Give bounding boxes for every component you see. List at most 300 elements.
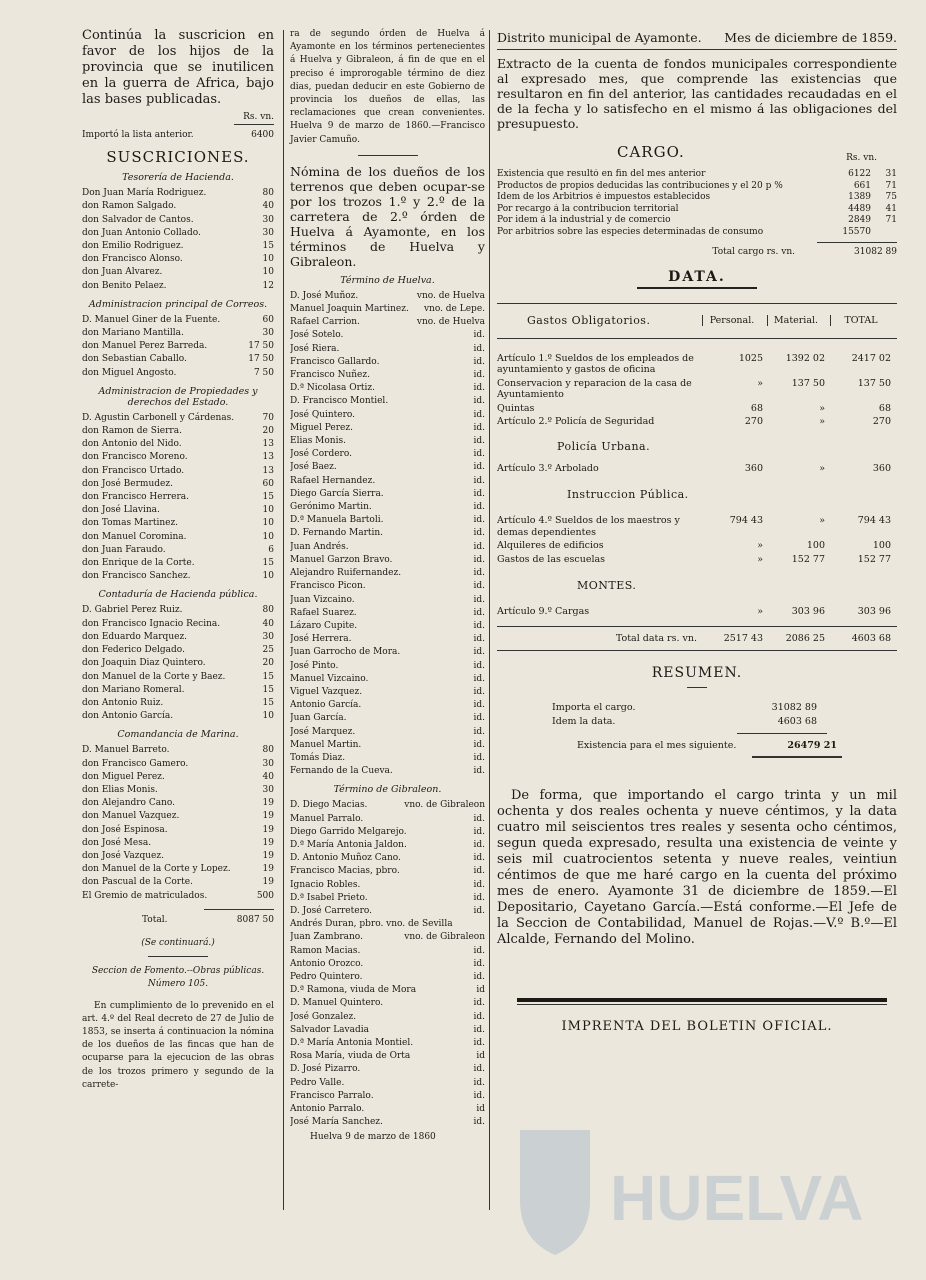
cargo-table <box>497 169 897 238</box>
data-row <box>497 378 897 401</box>
data-row <box>497 554 897 566</box>
row-value: id. <box>473 488 485 499</box>
owner-row <box>290 984 485 997</box>
data-row <box>497 416 897 428</box>
owner-row <box>290 488 485 501</box>
row-name: D. José Carretero. <box>290 905 372 916</box>
data-desc: Artículo 4.º Sueldos de los maestros y demas dependientes <box>497 515 680 538</box>
data-personal: 360 <box>744 462 763 474</box>
row-value: 80 <box>262 188 274 199</box>
subscriber-row <box>82 340 274 353</box>
row-value: id. <box>473 752 485 763</box>
cargo-desc: Por idem á la industrial y de comercio <box>497 215 671 225</box>
data-total: 100 <box>872 540 891 551</box>
owner-row <box>290 905 485 918</box>
subscriber-row <box>82 758 274 771</box>
owner-row <box>290 918 485 931</box>
subscriber-row <box>82 684 274 697</box>
data-desc: Artículo 9.º Cargas <box>497 606 590 617</box>
row-name: José Marquez. <box>290 726 356 737</box>
owner-row <box>290 554 485 567</box>
row-value: 40 <box>262 618 274 629</box>
row-value: 15 <box>262 558 274 569</box>
row-name: D. José Pizarro. <box>290 1064 361 1075</box>
data-desc: Quintas <box>497 402 535 414</box>
row-value: 19 <box>262 824 274 835</box>
fomento-text-cont: ra de segundo órden de Huelva á Ayamonte en los términos pertenecientes á Huelva y Gibraleon, á fin de que en el preciso é improrogable término de diez dias, puedan deducir en este Gobierno de provincia los dueños de ellas, las reclamaciones que crean convenientes. Huelva 9 de marzo de 1860.—Francisco Javier Camuño. <box>290 29 485 145</box>
row-name: don Manuel de la Corte y Lopez. <box>82 864 231 875</box>
subscriber-row <box>82 544 274 557</box>
cargo-amount: 661 <box>853 180 871 191</box>
row-name: D.ª Ramona, viuda de Mora <box>290 985 417 996</box>
row-value: id. <box>473 866 485 877</box>
owner-row <box>290 765 485 778</box>
imprenta-footer: IMPRENTA DEL BOLETIN OFICIAL. <box>561 1018 833 1034</box>
subscriber-row <box>82 240 274 253</box>
row-name: Juan García. <box>290 713 347 724</box>
row-name: D. Manuel Quintero. <box>290 998 384 1009</box>
closing-paragraph: De forma, que importando el cargo trinta y un mil ochenta y dos reales ochenta y nueve céntimos, y la data cuatro mil seiscientos tres reales y sesenta ocho céntimos, segun queda expresado, resulta una existencia de veinte y seis mil cuatrocientos setenta y nueve reales, veintiun céntimos de que me haré cargo en la cuenta del próximo mes de enero. Ayamonte 31 de diciembre de 1859.—El Depositario, Cayetano García.—Está conforme.—El Jefe de la Seccion de Contabilidad, Manuel de Rojas.—V.º B.º—El Alcalde, Fernando del Molino. <box>497 787 897 947</box>
row-value: 30 <box>262 328 274 339</box>
data-desc: Artículo 3.º Arbolado <box>497 462 599 474</box>
row-name: don José Bermudez. <box>82 478 173 489</box>
cargo-desc: Por arbitrios sobre las especies determinadas de consumo <box>497 226 764 237</box>
subscription-group-title: Administracion de Propiedades y derechos del Estado. <box>98 385 258 408</box>
row-name: don Benito Pelaez. <box>82 280 167 291</box>
column-nomina <box>290 28 485 1145</box>
subscriber-row <box>82 824 274 837</box>
data-material: 100 <box>806 540 825 551</box>
row-name: don Mariano Mantilla. <box>82 328 184 339</box>
subscription-group-title: Tesorería de Hacienda. <box>122 172 234 184</box>
row-value: id. <box>473 958 485 969</box>
data-rows-obligatorios <box>497 353 897 428</box>
cargo-amount: 15570 <box>842 226 871 237</box>
row-name: Francisco Gallardo. <box>290 356 380 367</box>
row-name: don Miguel Angosto. <box>82 367 177 378</box>
row-value: 10 <box>262 518 274 529</box>
row-value <box>481 918 485 931</box>
data-desc: Artículo 2.º Policía de Seguridad <box>497 416 655 427</box>
row-value: id. <box>473 766 485 777</box>
row-value: id. <box>473 839 485 850</box>
row-value: id. <box>473 554 485 565</box>
column-rule <box>283 30 284 1210</box>
row-name: D. Manuel Giner de la Fuente. <box>82 314 221 325</box>
row-name: don Juan Faraudo. <box>82 544 166 555</box>
subscriber-row <box>82 214 274 227</box>
owner-row <box>290 422 485 435</box>
data-personal: » <box>757 553 763 565</box>
row-value: id. <box>473 673 485 684</box>
row-value: id. <box>473 647 485 658</box>
row-value: 6 <box>268 544 274 555</box>
row-value: id. <box>473 409 485 420</box>
subscriber-row <box>82 744 274 757</box>
owner-row <box>290 726 485 739</box>
row-name: Andrés Duran, pbro. vno. de Sevilla <box>290 919 453 930</box>
distrito-header <box>497 30 897 50</box>
cargo-cents: 75 <box>885 192 897 202</box>
row-value: id. <box>473 370 485 381</box>
row-value: 80 <box>262 605 274 616</box>
row-name: don Eduardo Marquez. <box>82 631 188 642</box>
row-name: Tomás Diaz. <box>290 752 346 763</box>
subscriber-row <box>82 517 274 530</box>
row-value: id. <box>473 436 485 447</box>
suscriciones-heading: SUSCRICIONES. <box>106 148 250 167</box>
cargo-amount: 1389 <box>848 192 871 202</box>
row-name: José Riera. <box>290 343 340 354</box>
row-value: 40 <box>262 201 274 212</box>
existencia-row: Existencia para el mes siguiente. 26479 21 <box>577 740 837 751</box>
cargo-row <box>497 169 897 181</box>
subscriber-row <box>82 890 274 903</box>
row-name: Rafael Hernandez. <box>290 475 376 486</box>
row-value: id. <box>473 713 485 724</box>
row-name: don Juan Alvarez. <box>82 267 163 278</box>
data-desc: Alquileres de edificios <box>497 540 604 551</box>
row-value: id. <box>473 462 485 473</box>
row-value: 30 <box>262 227 274 238</box>
row-name: Francisco Macias, pbro. <box>290 866 400 877</box>
subscriber-row <box>82 631 274 644</box>
owner-row <box>290 931 485 944</box>
subscriber-row <box>82 200 274 213</box>
data-total: 794 43 <box>857 515 891 526</box>
row-name: D. Gabriel Perez Ruiz. <box>82 605 183 616</box>
row-name: don Antonio Ruiz. <box>82 697 164 708</box>
owner-row <box>290 879 485 892</box>
row-name: don Joaquin Diaz Quintero. <box>82 658 206 669</box>
row-name: don Sebastian Caballo. <box>82 354 187 365</box>
nomina-title: Nómina de los dueños de los terrenos que deben ocupar-se por los trozos 1.º y 2.º de la carretera de 2.º órden de Huelva á Ayamonte, en los términos de Huelva y Gibraleon. <box>290 163 485 269</box>
data-total: 137 50 <box>857 377 891 389</box>
owner-row <box>290 826 485 839</box>
row-name: Manuel Garzon Bravo. <box>290 554 393 565</box>
row-value: id. <box>473 515 485 526</box>
owner-row <box>290 475 485 488</box>
row-value: 25 <box>262 645 274 656</box>
row-name: D.ª Nicolasa Ortiz. <box>290 383 375 394</box>
subscriber-row <box>82 465 274 478</box>
row-name: D. Francisco Montiel. <box>290 396 389 407</box>
cargo-cents <box>879 227 897 239</box>
instruccion-heading: Instruccion Pública. <box>567 488 689 501</box>
row-value: vno. de Huelva <box>416 317 485 328</box>
subscriber-row <box>82 504 274 517</box>
continue-note: (Se continuará.) <box>141 937 215 948</box>
fomento-section-title: Seccion de Fomento.--Obras públicas. Número 105. <box>91 966 265 990</box>
row-name: don Francisco Sanchez. <box>82 571 191 582</box>
owner-row <box>290 594 485 607</box>
cargo-row <box>497 215 897 227</box>
subscription-group-title: Comandancia de Marina. <box>117 729 239 741</box>
row-name: D.ª Manuela Bartoli. <box>290 515 384 526</box>
suscriciones-total: Total. 8087 50 <box>142 914 274 925</box>
row-name: Pedro Quintero. <box>290 971 363 982</box>
row-value: id. <box>473 1024 485 1035</box>
row-name: José Pinto. <box>290 660 339 671</box>
subscriber-row <box>82 863 274 876</box>
row-name: don Alejandro Cano. <box>82 798 176 809</box>
subscriber-row <box>82 187 274 200</box>
row-value: 19 <box>262 837 274 848</box>
row-value: 15 <box>262 492 274 503</box>
row-value: id. <box>473 813 485 824</box>
owner-row <box>290 1063 485 1076</box>
data-total: 2417 02 <box>851 352 891 364</box>
owner-row <box>290 892 485 905</box>
total-cargo-row: Total cargo rs. vn. 31082 89 <box>712 247 897 257</box>
row-value: 15 <box>262 697 274 708</box>
row-value: id. <box>473 581 485 592</box>
row-value: id. <box>473 971 485 982</box>
row-name: Manuel Joaquin Martinez. <box>290 304 409 315</box>
owner-row <box>290 712 485 725</box>
subscriber-row <box>82 771 274 784</box>
cargo-desc: Existencia que resultó en fin del mes anterior <box>497 169 706 179</box>
data-material: » <box>819 416 825 427</box>
data-desc: Conservacion y reparacion de la casa de Ayuntamiento <box>497 377 692 400</box>
row-value: id. <box>473 945 485 956</box>
row-value: 15 <box>262 671 274 682</box>
cargo-row <box>497 227 897 239</box>
subscriber-row <box>82 266 274 279</box>
owner-row <box>290 865 485 878</box>
row-value: 10 <box>262 267 274 278</box>
row-value: id <box>476 1051 485 1062</box>
fomento-text: En cumplimiento de lo prevenido en el art. 4.º del Real decreto de 27 de Julio de 1853, se inserta á continuacion la nómina de los dueños de las fincas que han de ocuparse para la ejecucion de las obras de los trozos primero y segundo de la carrete- <box>82 1000 274 1090</box>
row-value: 60 <box>262 314 274 325</box>
row-value: 80 <box>262 745 274 756</box>
subscriber-row <box>82 710 274 723</box>
row-value: id. <box>473 879 485 890</box>
row-value: id. <box>473 607 485 618</box>
row-name: Ignacio Robles. <box>290 879 361 890</box>
owner-row <box>290 958 485 971</box>
row-name: don Manuel Coromina. <box>82 531 187 542</box>
row-value: id. <box>473 330 485 341</box>
data-row <box>497 540 897 552</box>
owner-row <box>290 1037 485 1050</box>
huelva-owners-list <box>290 290 485 779</box>
owner-row <box>290 316 485 329</box>
owner-row <box>290 1103 485 1116</box>
data-row <box>497 606 897 618</box>
owner-row <box>290 752 485 765</box>
subscriber-row <box>82 671 274 684</box>
data-rows-montes <box>497 606 897 618</box>
svg-text:HUELVA: HUELVA <box>610 1162 864 1234</box>
owner-row <box>290 527 485 540</box>
row-name: Rafael Carrion. <box>290 317 360 328</box>
owner-row <box>290 799 485 812</box>
owner-row <box>290 620 485 633</box>
row-name: Juan Zambrano. <box>290 932 363 943</box>
column-cuenta <box>497 30 897 1034</box>
subscriber-row <box>82 810 274 823</box>
owner-row <box>290 409 485 422</box>
subscriber-row <box>82 557 274 570</box>
subscriber-row <box>82 438 274 451</box>
row-value: 15 <box>262 684 274 695</box>
row-name: Manuel Martin. <box>290 739 362 750</box>
data-personal: » <box>757 377 763 389</box>
row-name: Don Juan María Rodriguez. <box>82 188 207 199</box>
row-name: Viguel Vazquez. <box>290 686 363 697</box>
data-personal: » <box>757 540 763 551</box>
row-value: id. <box>473 1117 485 1128</box>
suscriciones-groups <box>82 172 274 903</box>
data-total: 360 <box>872 462 891 474</box>
row-value: id. <box>473 568 485 579</box>
row-name: José María Sanchez. <box>290 1117 383 1128</box>
termino-huelva-title: Término de Huelva. <box>340 274 435 286</box>
row-name: don Antonio García. <box>82 711 174 722</box>
row-name: Juan Andrés. <box>290 541 349 552</box>
row-value: 40 <box>262 771 274 782</box>
data-total: 270 <box>872 416 891 427</box>
row-name: don Juan Antonio Collado. <box>82 227 201 238</box>
row-value: id. <box>473 356 485 367</box>
subscriber-row <box>82 227 274 240</box>
data-personal: 1025 <box>738 352 763 364</box>
row-name: D.ª Isabel Prieto. <box>290 892 368 903</box>
row-value: id. <box>473 594 485 605</box>
owner-row <box>290 1116 485 1129</box>
row-value: id. <box>473 1064 485 1075</box>
row-name: don Francisco Gamero. <box>82 758 189 769</box>
owner-row <box>290 660 485 673</box>
row-name: Juan Vizcaino. <box>290 594 355 605</box>
row-value: 19 <box>262 850 274 861</box>
owner-row <box>290 290 485 303</box>
row-name: don Elias Monis. <box>82 784 158 795</box>
subscriber-row <box>82 531 274 544</box>
row-value: id. <box>473 905 485 916</box>
row-value: 10 <box>262 711 274 722</box>
row-value: 10 <box>262 571 274 582</box>
data-heading: DATA. <box>668 268 726 285</box>
data-total: 152 77 <box>857 553 891 565</box>
data-material: 1392 02 <box>785 352 825 364</box>
row-name: José Gonzalez. <box>290 1011 357 1022</box>
row-name: don Ramon de Sierra. <box>82 426 182 437</box>
gibraleon-owners-list <box>290 799 485 1129</box>
column-rule <box>489 30 490 1210</box>
data-rows-instruccion <box>497 515 897 565</box>
policia-heading: Policía Urbana. <box>557 439 651 453</box>
column-suscriciones <box>82 28 274 1092</box>
cargo-row <box>497 192 897 204</box>
cargo-heading: CARGO. <box>617 143 685 161</box>
row-name: don Francisco Ignacio Recina. <box>82 618 221 629</box>
row-value: id. <box>473 739 485 750</box>
subscription-group-title: Contaduría de Hacienda pública. <box>98 589 258 601</box>
subscription-group-title: Administracion principal de Correos. <box>88 298 268 310</box>
extracto-text: Extracto de la cuenta de fondos municipales correspondiente al expresado mes, que comprende las existencias que resultaron en fin del anterior, las cantidades recaudadas en el de la fecha y lo satisfecho en el mismo á las obligaciones del presupuesto. <box>497 56 897 131</box>
row-value: id. <box>473 634 485 645</box>
cargo-amount: 2849 <box>848 215 871 225</box>
subscriber-row <box>82 253 274 266</box>
subscriber-row <box>82 837 274 850</box>
row-name: don Francisco Urtado. <box>82 465 185 476</box>
subscriber-row <box>82 604 274 617</box>
row-name: Rosa María, viuda de Orta <box>290 1051 411 1062</box>
row-name: Francisco Parralo. <box>290 1090 374 1101</box>
data-personal: » <box>757 606 763 617</box>
subscriber-row <box>82 850 274 863</box>
row-name: José Cordero. <box>290 449 352 460</box>
subscriber-row <box>82 478 274 491</box>
row-value: id. <box>473 541 485 552</box>
row-value: 13 <box>262 465 274 476</box>
cargo-cents: 71 <box>885 215 897 225</box>
row-value: id. <box>473 396 485 407</box>
owner-row <box>290 699 485 712</box>
row-value: 500 <box>256 890 274 901</box>
row-name: D.ª María Antonia Montiel. <box>290 1038 414 1048</box>
subscriber-row <box>82 644 274 657</box>
data-rows-policia <box>497 463 897 475</box>
cargo-cents: 31 <box>885 169 897 179</box>
row-name: El Gremio de matriculados. <box>82 890 208 901</box>
row-name: D. Agustin Carbonell y Cárdenas. <box>82 412 235 423</box>
owner-row <box>290 1011 485 1024</box>
unit-label: Rs. vn. <box>243 112 274 122</box>
row-value: id. <box>473 660 485 671</box>
owner-row <box>290 839 485 852</box>
row-value: 10 <box>262 531 274 542</box>
diputacion-huelva-watermark <box>500 1110 880 1260</box>
row-name: Diego García Sierra. <box>290 488 384 499</box>
row-value: id. <box>473 892 485 903</box>
owner-row <box>290 646 485 659</box>
row-value: vno. de Huelva <box>416 290 485 301</box>
nomina-date: Huelva 9 de marzo de 1860 <box>310 1132 436 1143</box>
row-name: don José Mesa. <box>82 837 152 848</box>
data-row <box>497 515 897 538</box>
resumen-heading: RESUMEN. <box>651 665 743 681</box>
row-value: id. <box>473 726 485 737</box>
subscriber-row <box>82 570 274 583</box>
suscricion-intro: Continúa la suscricion en favor de los hijos de la provincia que se inutilicen en la guerra de Africa, bajo las bases publicadas. <box>82 28 274 107</box>
row-name: don Manuel de la Corte y Baez. <box>82 671 226 682</box>
owner-row <box>290 739 485 752</box>
row-name: Juan Garrocho de Mora. <box>290 647 401 658</box>
row-value: 17 50 <box>248 341 274 352</box>
row-value: 10 <box>262 505 274 516</box>
row-name: don José Espinosa. <box>82 824 168 835</box>
data-material: » <box>819 515 825 526</box>
subscriber-row <box>82 327 274 340</box>
cargo-row <box>497 181 897 193</box>
data-material: 152 77 <box>791 553 825 565</box>
row-name: D. Manuel Barreto. <box>82 745 170 756</box>
data-personal: 794 43 <box>729 515 763 526</box>
row-value: id. <box>473 383 485 394</box>
data-row <box>497 353 897 376</box>
subscriber-row <box>82 451 274 464</box>
cargo-cents: 71 <box>885 180 897 191</box>
row-name: Rafael Suarez. <box>290 607 357 618</box>
subscriber-row <box>82 491 274 504</box>
row-value: id. <box>473 1011 485 1022</box>
row-name: Pedro Valle. <box>290 1077 345 1088</box>
row-value: id. <box>473 700 485 711</box>
row-name: Francisco Nuñez. <box>290 370 370 381</box>
